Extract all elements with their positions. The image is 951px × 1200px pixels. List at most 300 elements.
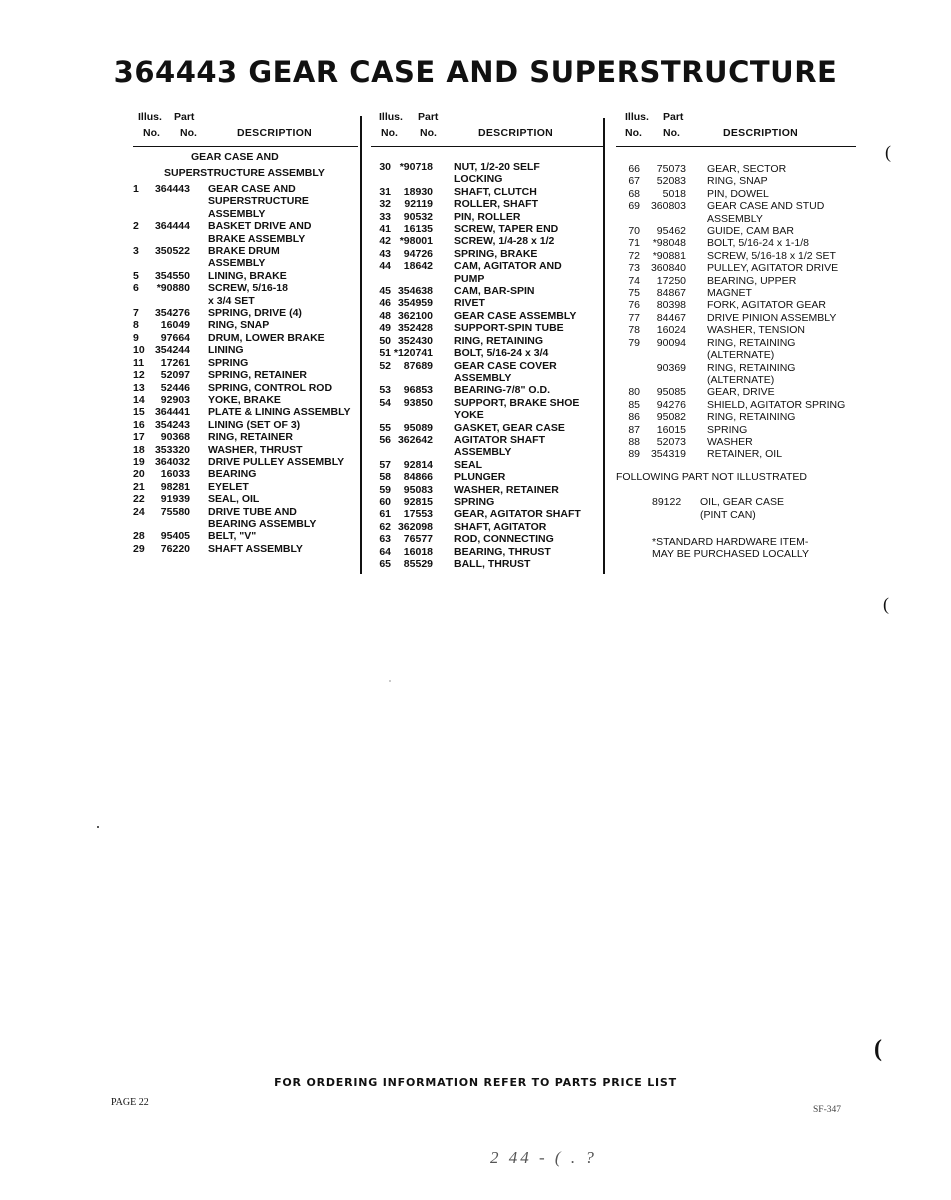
part-description: DRIVE TUBE AND [208, 505, 297, 518]
part-row [133, 406, 358, 418]
scan-speck [389, 680, 391, 682]
part-row [371, 384, 603, 396]
part-description: SPRING, RETAINER [208, 369, 307, 382]
part-number: 352430 [397, 334, 433, 347]
illus-number: 6 [133, 282, 139, 295]
illus-number: 76 [628, 299, 640, 312]
part-description: BOLT, 5/16-24 x 3/4 [454, 347, 549, 360]
part-number: 97664 [160, 331, 190, 344]
header-no: No. [420, 127, 437, 139]
part-description: GEAR, DRIVE [707, 386, 775, 399]
part-row [371, 248, 603, 260]
part-description: YOKE, BRAKE [208, 393, 281, 406]
part-number: 98281 [160, 480, 190, 493]
part-description: GASKET, GEAR CASE [454, 421, 565, 434]
part-number: 18930 [403, 185, 433, 198]
part-number: 17250 [656, 274, 686, 287]
part-row [133, 382, 358, 394]
part-description: GUIDE, CAM BAR [707, 225, 794, 238]
part-description: CAM, BAR-SPIN [454, 285, 535, 298]
part-number [391, 446, 437, 458]
part-number: 90094 [656, 336, 686, 349]
part-row [133, 332, 358, 344]
part-description: ASSEMBLY [208, 257, 266, 270]
illus-number: 33 [379, 210, 391, 223]
part-row [371, 161, 603, 173]
part-number [149, 518, 194, 530]
part-row [133, 468, 358, 480]
column-divider [360, 116, 362, 574]
part-number [149, 233, 194, 245]
part-row [616, 213, 856, 225]
part-number: 76220 [160, 542, 190, 555]
not-illustrated-desc: OIL, GEAR CASE [700, 495, 785, 508]
part-row [616, 411, 856, 423]
part-number: 95462 [656, 225, 686, 238]
illus-number: 58 [379, 471, 391, 484]
part-number [640, 213, 690, 225]
part-row [616, 362, 856, 374]
part-row [133, 518, 358, 530]
parts-column-3 [616, 108, 856, 561]
part-description: DRIVE PINION ASSEMBLY [707, 311, 837, 324]
illus-number: 10 [133, 344, 145, 357]
illus-number [616, 362, 640, 374]
part-number: 16135 [403, 223, 433, 236]
part-number: 354638 [397, 285, 433, 298]
part-number: 80398 [656, 299, 686, 312]
illus-number: 52 [379, 359, 391, 372]
ordering-note: FOR ORDERING INFORMATION REFER TO PARTS PRICE LIST [274, 1076, 677, 1089]
illus-number: 68 [628, 187, 640, 200]
illus-number: 3 [133, 245, 139, 258]
illus-number: 85 [628, 398, 640, 411]
part-number: *90718 [399, 161, 433, 173]
part-description: RIVET [454, 297, 485, 310]
part-description: BALL, THRUST [454, 558, 531, 570]
illus-number: 50 [379, 334, 391, 347]
part-description: SHAFT ASSEMBLY [208, 542, 303, 555]
assembly-heading: GEAR CASE AND [191, 151, 279, 163]
part-number: 52446 [160, 381, 190, 394]
illus-number: 89 [628, 448, 640, 461]
illus-number: 87 [628, 423, 640, 436]
part-number [391, 372, 437, 384]
part-description: RING, RETAINING [707, 411, 796, 424]
illus-number: 29 [133, 542, 145, 555]
part-row [133, 270, 358, 282]
part-description: GEAR CASE COVER [454, 359, 557, 372]
part-number: 87689 [403, 359, 433, 372]
part-description: BRAKE ASSEMBLY [208, 232, 306, 245]
part-number [149, 208, 194, 220]
parts-list [371, 147, 603, 570]
part-row [133, 183, 358, 195]
part-description: BRAKE DRUM [208, 245, 280, 258]
scan-speck [97, 826, 99, 828]
illus-number: 48 [379, 309, 391, 322]
part-row [616, 275, 856, 287]
part-description: GEAR, AGITATOR SHAFT [454, 508, 581, 521]
illus-number: 16 [133, 418, 145, 431]
part-description: (ALTERNATE) [707, 349, 775, 362]
illus-number: 63 [379, 533, 391, 546]
illus-number: 71 [628, 237, 640, 250]
illus-number [371, 372, 391, 384]
part-number: 92815 [403, 495, 433, 508]
illus-number: 59 [379, 483, 391, 496]
margin-mark: ( [874, 1036, 882, 1062]
part-number: 92119 [404, 198, 433, 211]
part-description: DRIVE PULLEY ASSEMBLY [208, 455, 345, 468]
part-number [391, 409, 437, 421]
part-number: 354276 [154, 307, 190, 320]
illus-number: 13 [133, 381, 145, 394]
part-number: *120741 [393, 347, 433, 360]
part-description: RETAINER, OIL [707, 448, 783, 461]
part-row [133, 431, 358, 443]
part-description: DRUM, LOWER BRAKE [208, 331, 325, 344]
header-part: Part [418, 111, 439, 123]
part-description: WASHER, RETAINER [454, 483, 559, 496]
header-description: DESCRIPTION [478, 127, 554, 139]
part-row [371, 409, 603, 421]
part-description: SHAFT, CLUTCH [454, 185, 537, 198]
part-description: ASSEMBLY [208, 207, 266, 220]
part-row [133, 257, 358, 269]
part-row [371, 496, 603, 508]
not-illustrated-item [616, 484, 856, 522]
header-part: Part [663, 111, 684, 123]
part-row [371, 422, 603, 434]
part-row [371, 260, 603, 272]
part-number: 354244 [154, 344, 190, 357]
illus-number: 70 [628, 225, 640, 238]
illus-number: 8 [133, 319, 139, 332]
part-number: 364443 [154, 183, 190, 195]
part-row [133, 233, 358, 245]
header-part: Part [174, 111, 195, 123]
illus-number: 21 [133, 480, 145, 493]
illus-number: 11 [133, 356, 145, 369]
illus-number [616, 349, 640, 361]
part-description: PLUNGER [454, 471, 506, 484]
part-number: 84467 [656, 311, 686, 324]
part-description: SPRING, DRIVE (4) [208, 307, 302, 320]
part-row [133, 208, 358, 220]
part-number: 354243 [154, 418, 190, 431]
part-description: LINING (SET OF 3) [208, 418, 301, 431]
illus-number [371, 173, 391, 185]
part-number: 5018 [662, 187, 686, 200]
illus-number: 88 [628, 435, 640, 448]
part-number: *90881 [652, 249, 686, 262]
part-number [149, 257, 194, 269]
part-description: x 3/4 SET [208, 294, 255, 307]
part-number [640, 349, 690, 361]
part-row [616, 287, 856, 299]
illus-number: 61 [379, 508, 391, 521]
part-number: 364441 [154, 406, 190, 419]
illus-number: 53 [379, 384, 391, 397]
part-number: 16033 [160, 468, 190, 481]
illus-number: 44 [379, 260, 391, 273]
illus-number [133, 195, 149, 207]
illus-number: 9 [133, 331, 139, 344]
illus-number: 57 [379, 458, 391, 471]
part-description: RING, RETAINING [707, 361, 796, 374]
parts-list [133, 181, 358, 555]
part-row [371, 434, 603, 446]
part-row [133, 220, 358, 232]
illus-number: 1 [133, 183, 139, 195]
part-description: (ALTERNATE) [707, 373, 775, 386]
part-description: BEARING [208, 468, 257, 481]
part-row [616, 299, 856, 311]
part-number: 362098 [397, 520, 433, 533]
part-number: 18642 [403, 260, 433, 273]
part-number [391, 273, 437, 285]
parts-column-2 [371, 108, 603, 570]
part-description: SPRING, CONTROL ROD [208, 381, 333, 394]
part-number: *90880 [156, 282, 190, 295]
header-description: DESCRIPTION [237, 127, 313, 139]
column-header [133, 108, 358, 147]
part-number [149, 295, 194, 307]
illus-number: 60 [379, 495, 391, 508]
illus-number: 46 [379, 297, 391, 310]
header-illus: Illus. [625, 111, 649, 123]
part-row [371, 484, 603, 496]
part-description: ASSEMBLY [707, 212, 763, 225]
part-number: 91939 [160, 493, 190, 506]
illus-number [133, 518, 149, 530]
part-description: YOKE [454, 409, 484, 422]
part-number: 75580 [160, 505, 190, 518]
illus-number: 43 [379, 247, 391, 260]
part-number: 75073 [656, 163, 686, 175]
part-number: 360840 [650, 262, 686, 275]
part-row [371, 198, 603, 210]
part-description: PIN, ROLLER [454, 210, 521, 223]
illus-number: 80 [628, 386, 640, 399]
part-description: ASSEMBLY [454, 446, 512, 459]
assembly-heading: SUPERSTRUCTURE ASSEMBLY [164, 167, 325, 179]
part-row [133, 282, 358, 294]
part-description: FORK, AGITATOR GEAR [707, 299, 827, 312]
part-description: SEAL, OIL [208, 493, 260, 506]
part-row [371, 360, 603, 372]
part-description: SCREW, 1/4-28 x 1/2 [454, 235, 555, 248]
margin-mark: ( [883, 594, 889, 614]
column-divider [603, 118, 605, 574]
illus-number [133, 233, 149, 245]
part-row [616, 200, 856, 212]
part-description: SUPERSTRUCTURE [208, 195, 309, 208]
part-row [133, 319, 358, 331]
part-row [371, 347, 603, 359]
illus-number: 74 [628, 274, 640, 287]
part-description: RING, RETAINING [707, 336, 796, 349]
part-row [616, 399, 856, 411]
illus-number: 32 [379, 198, 391, 211]
part-description: GEAR CASE ASSEMBLY [454, 309, 577, 322]
part-description: GEAR, SECTOR [707, 163, 787, 175]
part-row [616, 436, 856, 448]
part-row [371, 521, 603, 533]
part-row [371, 310, 603, 322]
part-row [371, 508, 603, 520]
part-number: 52097 [160, 369, 190, 382]
part-row [616, 250, 856, 262]
part-row [133, 481, 358, 493]
part-description: GEAR CASE AND [208, 183, 296, 195]
part-row [133, 419, 358, 431]
part-row [616, 237, 856, 249]
part-description: LOCKING [454, 173, 503, 186]
part-description: LINING [208, 344, 244, 357]
margin-mark: ( [885, 142, 891, 162]
part-description: EYELET [208, 480, 249, 493]
part-description: MAGNET [707, 287, 752, 300]
part-row [371, 546, 603, 558]
part-description: SHIELD, AGITATOR SPRING [707, 398, 846, 411]
illus-number [371, 446, 391, 458]
part-row [133, 543, 358, 555]
illus-number: 56 [379, 433, 391, 446]
illus-number: 66 [628, 163, 640, 175]
illus-number: 12 [133, 369, 145, 382]
part-number: 354959 [397, 297, 433, 310]
part-row [616, 262, 856, 274]
illus-number: 30 [379, 161, 391, 173]
part-row [616, 312, 856, 324]
part-row [371, 223, 603, 235]
part-number: 76577 [403, 533, 433, 546]
illus-number: 41 [379, 223, 391, 236]
illus-number: 69 [628, 200, 640, 213]
part-row [371, 273, 603, 285]
illus-number: 42 [379, 235, 391, 248]
part-number: 90368 [160, 431, 190, 444]
parts-column-1 [133, 108, 358, 555]
part-row [371, 335, 603, 347]
part-number: 354319 [650, 448, 686, 461]
illus-number [371, 273, 391, 285]
part-description: RING, RETAINER [208, 431, 293, 444]
part-row [133, 357, 358, 369]
part-description: SEAL [454, 458, 483, 471]
illus-number: 17 [133, 431, 145, 444]
illus-number: 86 [628, 411, 640, 424]
illus-number [616, 374, 640, 386]
illus-number: 49 [379, 322, 391, 335]
part-number: 17261 [160, 356, 190, 369]
header-no: No. [143, 127, 160, 139]
part-row [371, 297, 603, 309]
part-number: 96853 [403, 384, 433, 397]
part-description: AGITATOR SHAFT [454, 433, 545, 446]
part-number: 16018 [403, 545, 433, 558]
illus-number: 51 [379, 347, 391, 360]
illus-number: 14 [133, 393, 145, 406]
part-row [371, 285, 603, 297]
illus-number [133, 295, 149, 307]
part-number: 84866 [403, 471, 433, 484]
part-number: 85529 [403, 558, 433, 570]
illus-number: 24 [133, 505, 145, 518]
part-number: 94726 [403, 247, 433, 260]
part-description: WASHER, THRUST [208, 443, 303, 456]
part-description: SCREW, 5/16-18 x 1/2 SET [707, 249, 836, 262]
part-number: 95082 [656, 411, 686, 424]
part-row [616, 349, 856, 361]
part-number [640, 374, 690, 386]
part-description: LINING, BRAKE [208, 269, 287, 282]
part-description: SPRING [707, 423, 748, 436]
part-number: 364032 [154, 455, 190, 468]
part-row [133, 530, 358, 542]
illus-number: 54 [379, 396, 391, 409]
part-description: PULLEY, AGITATOR DRIVE [707, 262, 839, 275]
part-number: 95089 [403, 421, 433, 434]
part-description: BOLT, 5/16-24 x 1-1/8 [707, 237, 809, 250]
part-description: ROLLER, SHAFT [454, 198, 538, 211]
illus-number [616, 213, 640, 225]
part-description: BASKET DRIVE AND [208, 220, 312, 233]
part-number [149, 195, 194, 207]
page-number: PAGE 22 [111, 1097, 149, 1108]
part-row [616, 163, 856, 175]
page-title: 364443 GEAR CASE AND SUPERSTRUCTURE [113, 55, 838, 89]
part-row [371, 235, 603, 247]
illus-number: 45 [379, 285, 391, 298]
illus-number [133, 208, 149, 220]
part-row [371, 372, 603, 384]
part-row [133, 493, 358, 505]
part-description: RING, RETAINING [454, 334, 544, 347]
part-description: SUPPORT-SPIN TUBE [454, 322, 564, 335]
part-number: 95405 [160, 530, 190, 543]
part-row [616, 337, 856, 349]
parts-list [616, 147, 856, 461]
illus-number: 75 [628, 287, 640, 300]
part-row [616, 175, 856, 187]
header-description: DESCRIPTION [723, 127, 799, 139]
part-number: 52073 [656, 435, 686, 448]
illus-number: 77 [628, 311, 640, 324]
illus-number [133, 257, 149, 269]
part-description: SPRING [454, 495, 495, 508]
part-row [133, 307, 358, 319]
illus-number: 72 [628, 249, 640, 262]
part-description: PLATE & LINING ASSEMBLY [208, 406, 351, 419]
part-row [133, 195, 358, 207]
standard-hardware-note [616, 522, 856, 561]
illus-number [371, 409, 391, 421]
not-illustrated-part: 89122 [652, 495, 682, 508]
document-code: SF-347 [813, 1105, 841, 1115]
part-number: 92903 [160, 393, 190, 406]
part-row [616, 188, 856, 200]
illus-number: 19 [133, 455, 145, 468]
part-description: BEARING, THRUST [454, 545, 551, 558]
part-number: 354550 [154, 269, 190, 282]
column-header [371, 108, 603, 147]
handwritten-note: 2 44 - ( . ? [490, 1148, 597, 1167]
part-row [371, 558, 603, 570]
part-row [371, 322, 603, 334]
